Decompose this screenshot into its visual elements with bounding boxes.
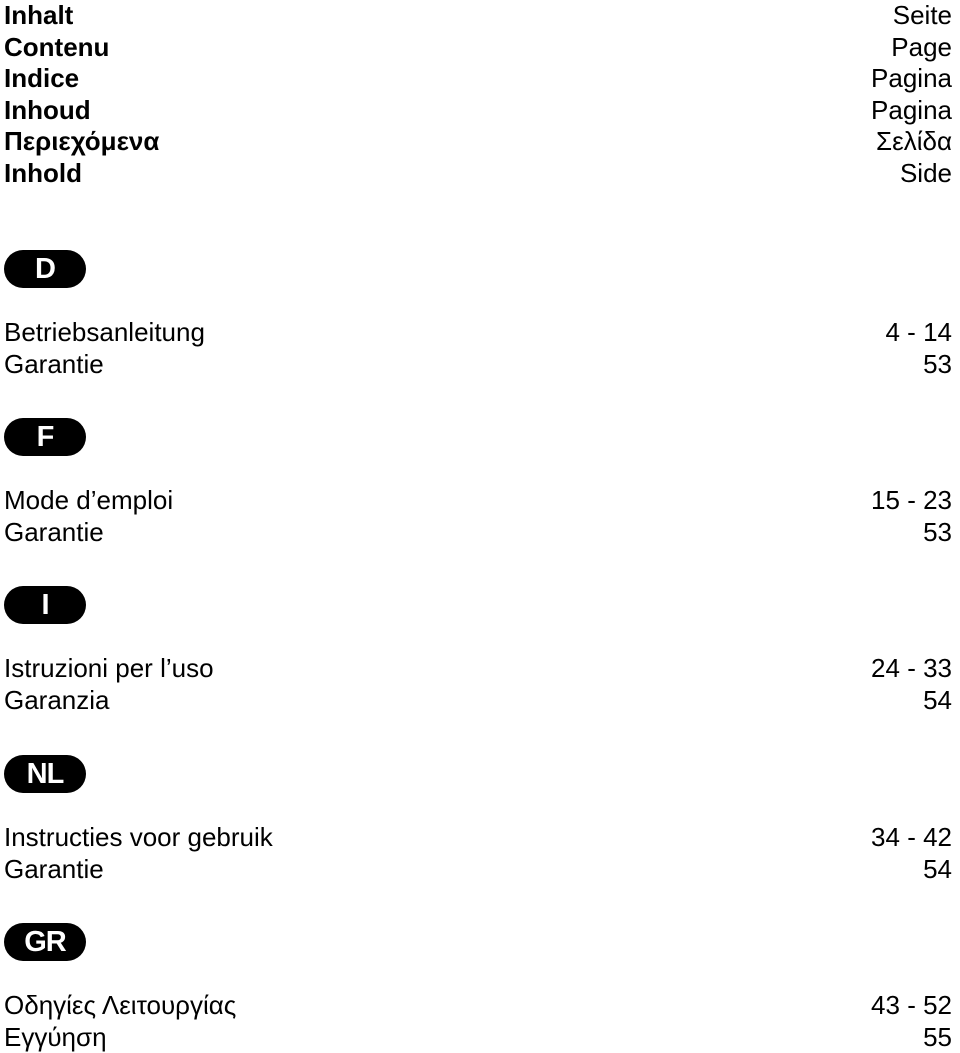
header-label: Περιεχόμενα	[4, 126, 160, 157]
section-entries	[4, 316, 952, 380]
language-badge-gr: GR	[4, 923, 86, 961]
header-row-it	[4, 63, 952, 95]
header-page-word: Seite	[892, 0, 952, 30]
section-entries	[4, 821, 952, 885]
entry-title: Istruzioni per l’uso	[4, 653, 214, 683]
section-entries	[4, 484, 952, 548]
entry-pages: 54	[923, 854, 952, 884]
toc-entry	[4, 348, 952, 380]
entry-pages: 54	[923, 685, 952, 715]
header-page-word: Pagina	[871, 94, 952, 125]
header-page-word: Side	[899, 157, 952, 188]
section-i	[4, 586, 952, 716]
entry-pages: 53	[923, 517, 952, 547]
entry-title: Garanzia	[4, 685, 110, 715]
header-label: Indice	[4, 63, 80, 94]
header-page-word: Page	[891, 31, 952, 62]
toc-entry	[4, 516, 952, 548]
language-badge-nl: NL	[4, 755, 86, 793]
section-nl	[4, 755, 952, 885]
entry-pages: 34 - 42	[871, 822, 952, 852]
language-badge-i: I	[4, 586, 86, 624]
toc-entry	[4, 484, 952, 516]
header-row-fr	[4, 32, 952, 64]
header-page-word: Pagina	[871, 63, 952, 94]
toc-header	[4, 0, 952, 190]
entry-title: Εγγύηση	[4, 1022, 107, 1052]
entry-title: Garantie	[4, 349, 104, 379]
header-row-dk	[4, 158, 952, 190]
entry-pages: 24 - 33	[871, 653, 952, 683]
entry-title: Instructies voor gebruik	[4, 822, 273, 852]
header-label: Contenu	[4, 31, 110, 62]
section-gr	[4, 923, 952, 1053]
header-label: Inhoud	[4, 94, 91, 125]
language-badge-d: D	[4, 250, 86, 288]
entry-title: Garantie	[4, 854, 104, 884]
header-row-nl	[4, 95, 952, 127]
section-d	[4, 250, 952, 380]
toc-entry	[4, 316, 952, 348]
entry-pages: 15 - 23	[871, 485, 952, 515]
entry-title: Betriebsanleitung	[4, 317, 205, 347]
entry-title: Garantie	[4, 517, 104, 547]
header-row-gr	[4, 126, 952, 158]
entry-title: Mode d’emploi	[4, 485, 174, 515]
toc-entry	[4, 853, 952, 885]
header-label: Inhold	[4, 157, 82, 188]
language-badge-f: F	[4, 418, 86, 456]
section-f	[4, 418, 952, 548]
entry-pages: 55	[923, 1022, 952, 1052]
section-entries	[4, 989, 952, 1053]
entry-pages: 53	[923, 349, 952, 379]
section-entries	[4, 652, 952, 716]
toc-entry	[4, 652, 952, 684]
entry-pages: 43 - 52	[871, 990, 952, 1020]
header-page-word: Σελίδα	[876, 126, 952, 157]
entry-title: Οδηγίες Λειτουργίας	[4, 990, 237, 1020]
header-label: Inhalt	[4, 0, 74, 30]
header-row-de	[4, 0, 952, 32]
toc-entry	[4, 989, 952, 1021]
entry-pages: 4 - 14	[885, 317, 952, 347]
toc-entry	[4, 684, 952, 716]
toc-entry	[4, 1021, 952, 1053]
toc-entry	[4, 821, 952, 853]
